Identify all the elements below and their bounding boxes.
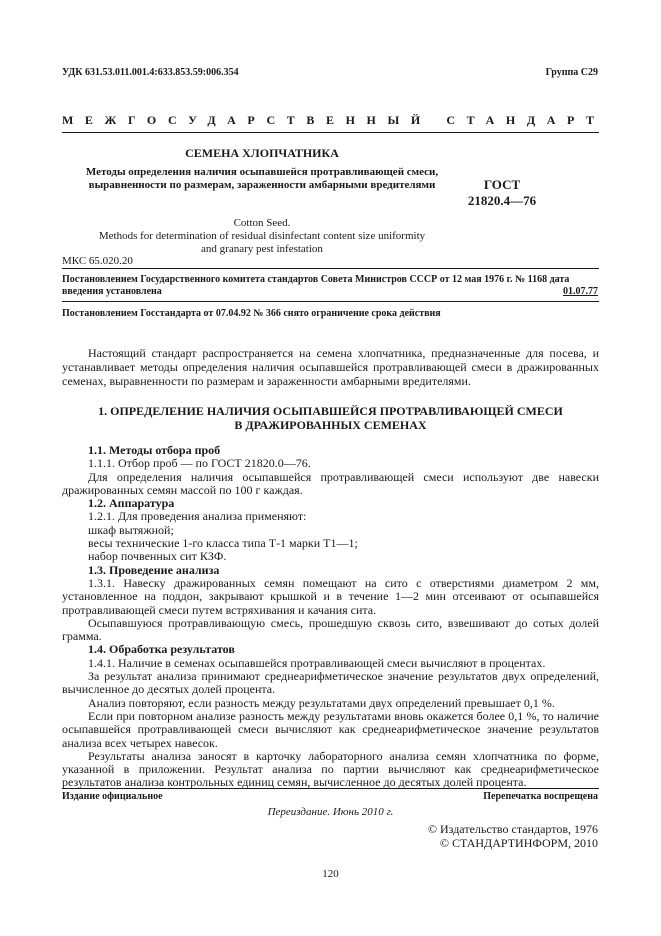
equipment-item-hood: шкаф вытяжной; (88, 522, 174, 537)
subsection-1-3-title: 1.3. Проведение анализа (88, 562, 220, 577)
gost-label: ГОСТ (483, 177, 521, 192)
subsection-1-2-title: 1.2. Аппаратура (88, 496, 175, 511)
copyright-standartinform: © СТАНДАРТИНФОРМ, 2010 (439, 836, 598, 850)
standard-title: СЕМЕНА ХЛОПЧАТНИКА (185, 146, 339, 160)
banner-rule (62, 132, 599, 133)
decree-line2: введения установлена (62, 286, 162, 297)
official-edition: Издание официальное (62, 791, 163, 802)
interstate-standard-banner: МЕЖГОСУДАРСТВЕННЫЙ СТАНДАРТ (62, 113, 606, 127)
english-title: Cotton Seed. (233, 217, 291, 229)
clause-1-3-1: 1.3.1. Навеску дражированных семян помещают на сито с отверстиями диаметром 2 мм, установленное на поддон, закрывают крышкой и в течение 1—2 мин отсеивают от осыпавшейся протравливающей смеси путем встряхивания и качания сита. (62, 575, 599, 617)
standard-subtitle: Методы определения наличия осыпавшейся протравливающей смеси, выравненности по размерам, зараженности амбарными вредителями (85, 166, 439, 191)
equipment-item-scales: весы технические 1-го класса типа Т-1 марки Т1—1; (88, 536, 358, 551)
clause-1-3-1-paragraph: Осыпавшуюся протравливающую смесь, прошедшую сквозь сито, взвешивают до сотых долей грамма. (62, 615, 599, 644)
decree-line1: Постановлением Государственного комитета стандартов Совета Министров СССР от 12 мая 1976 г. № 1168 дата (62, 274, 570, 285)
gost-number: 21820.4—76 (467, 193, 537, 208)
clause-1-4-1-paragraph-2: Анализ повторяют, если разность между результатами двух определений превышает 0,1 %. (88, 695, 555, 710)
subsection-1-4-title: 1.4. Обработка результатов (88, 642, 235, 657)
clause-1-1-1: 1.1.1. Отбор проб — по ГОСТ 21820.0—76. (88, 456, 311, 471)
page-number: 120 (322, 868, 339, 880)
group-code: Группа С29 (545, 67, 598, 78)
clause-1-4-1-paragraph-4: Результаты анализа заносят в карточку лабораторного анализа семян хлопчатника по форме, указанной в приложении. Результат анализа по партии вычисляют как среднеарифметическое результатов анализа контрольных единиц семян, вычисленное до десятых долей процента. (62, 748, 599, 790)
english-subtitle-line2: and granary pest infestation (201, 243, 323, 255)
clause-1-4-1-paragraph-3: Если при повторном анализе разность между результатами вновь окажется более 0,1 %, то наличие осыпавшейся протравливающей смеси вычисляют как среднеарифметическое значение результатов анализа всех четырех навесок. (62, 708, 599, 750)
title-rule (62, 268, 599, 269)
clause-1-1-1-paragraph: Для определения наличия осыпавшейся протравливающей смеси используют две навески дражированных семян массой по 100 г каждая. (62, 469, 599, 497)
english-subtitle-line1: Methods for determination of residual disinfectant content size uniformity (98, 230, 426, 242)
footer-rule (62, 788, 599, 789)
section-1-heading-line2: В ДРАЖИРОВАННЫХ СЕМЕНАХ (234, 418, 427, 432)
mks-code: МКС 65.020.20 (62, 255, 133, 267)
clause-1-2-1: 1.2.1. Для проведения анализа применяют: (88, 509, 307, 524)
section-1-heading-line1: 1. ОПРЕДЕЛЕНИЕ НАЛИЧИЯ ОСЫПАВШЕЙСЯ ПРОТРАВЛИВАЮЩЕЙ СМЕСИ (98, 404, 563, 418)
copyright-publisher: © Издательство стандартов, 1976 (427, 822, 598, 836)
udk-code: УДК 631.53.011.001.4:633.853.59:006.354 (62, 67, 239, 78)
subsection-1-1-title: 1.1. Методы отбора проб (88, 443, 221, 457)
introduction-date: 01.07.77 (563, 286, 598, 297)
decree-line3: Постановлением Госстандарта от 07.04.92 № 366 снято ограничение срока действия (62, 308, 441, 319)
decree-rule (62, 301, 599, 302)
equipment-item-sieves: набор почвенных сит КЗФ. (88, 549, 227, 564)
clause-1-4-1: 1.4.1. Наличие в семенах осыпавшейся протравливающей смеси вычисляют в процентах. (88, 655, 546, 670)
intro-paragraph: Настоящий стандарт распространяется на семена хлопчатника, предназначенные для посева, и устанавливает методы определения наличия осыпавшейся протравливающей смеси в дражированных семенах, выравненности по размерам и зараженности амбарными вредителями. (62, 346, 599, 388)
clause-1-4-1-paragraph-1: За результат анализа принимают среднеарифметическое значение результатов двух определений, вычисленное до десятых долей процента. (62, 669, 599, 697)
reprint-forbidden: Перепечатка воспрещена (483, 791, 598, 802)
reissue-note: Переиздание. Июнь 2010 г. (267, 806, 394, 818)
section-1-body (62, 444, 599, 790)
